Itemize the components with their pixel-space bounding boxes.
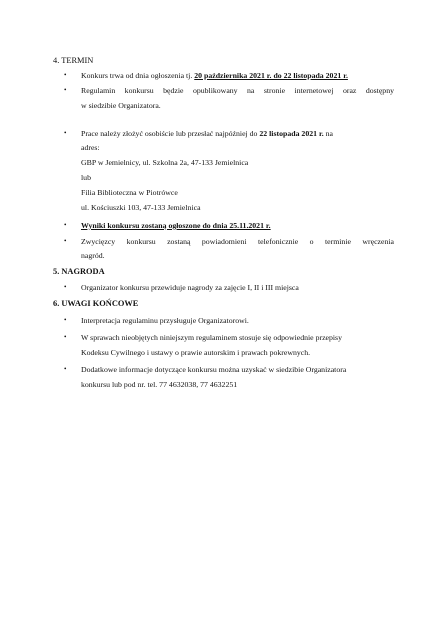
bullet-marker: • [64,365,67,373]
termin-item-5-line-1: Zwycięzcy konkursu zostaną powiadomieni telefonicznie o terminie wręczenia [81,237,394,246]
bullet-marker: • [64,221,67,229]
termin-item-2-line-2: w siedzibie Organizatora. [81,101,161,110]
termin-item-1-line-1: Konkurs trwa od dnia ogłoszenia tj. 20 października 2021 r. do 22 listopada 2021 r. [81,71,348,80]
termin-item-2-line-1: Regulamin konkursu będzie opublikowany na stronie internetowej oraz dostępny [81,86,394,95]
bullet-marker: • [64,129,67,137]
submission-deadline: 22 listopada 2021 r. [259,129,324,138]
section-heading-uwagi: 6. UWAGI KOŃCOWE [53,299,139,308]
termin-item-3-line-1: Prace należy złożyć osobiście lub przesłać najpóźniej do 22 listopada 2021 r. na [81,129,333,138]
termin-item-5-line-2: nagród. [81,251,105,260]
termin-item-3-line-4: lub [81,173,91,182]
termin-item-3-line-5: Filia Biblioteczna w Piotrówce [81,188,178,197]
termin-item-3-line-3: GBP w Jemielnicy, ul. Szkolna 2a, 47-133 Jemielnica [81,158,249,167]
bullet-marker: • [64,333,67,341]
bullet-marker: • [64,316,67,324]
section-heading-termin: 4. TERMIN [53,56,94,65]
bullet-marker: • [64,86,67,94]
bullet-marker: • [64,237,67,245]
uwagi-item-3-line-2: konkursu lub pod nr. tel. 77 4632038, 77 4632251 [81,380,238,389]
section-heading-nagroda: 5. NAGRODA [53,267,105,276]
bullet-marker: • [64,71,67,79]
uwagi-item-1: Interpretacja regulaminu przysługuje Organizatorowi. [81,316,249,325]
nagroda-item-1: Organizator konkursu przewiduje nagrody za zajęcie I, II i III miejsca [81,283,299,292]
results-announcement: Wyniki konkursu zostaną ogłoszone do dnia 25.11.2021 r. [81,221,271,230]
termin-item-3-line-2: adres: [81,143,100,152]
competition-dates: 20 października 2021 r. do 22 listopada 2021 r. [194,71,348,80]
uwagi-item-2-line-1: W sprawach nieobjętych niniejszym regulaminem stosuje się odpowiednie przepisy [81,333,342,342]
uwagi-item-2-line-2: Kodeksu Cywilnego i ustawy o prawie autorskim i prawach pokrewnych. [81,348,311,357]
termin-item-3-line-6: ul. Kościuszki 103, 47-133 Jemielnica [81,203,201,212]
bullet-marker: • [64,283,67,291]
uwagi-item-3-line-1: Dodatkowe informacje dotyczące konkursu można uzyskać w siedzibie Organizatora [81,365,347,374]
